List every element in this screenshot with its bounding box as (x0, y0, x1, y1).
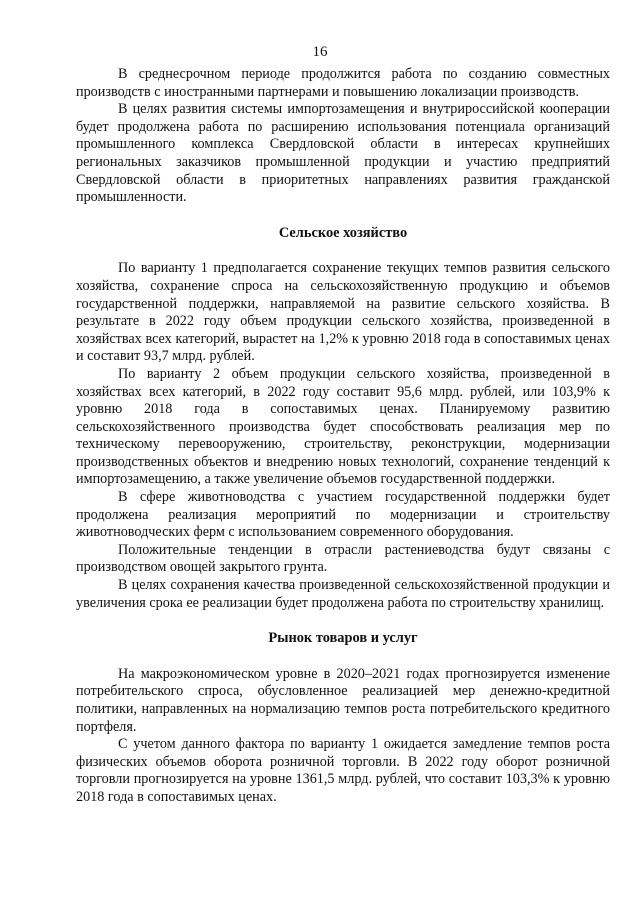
paragraph: В сфере животноводства с участием государственной поддержки будет продолжена реализация мероприятий по модернизации и строительству животноводческих ферм с использованием современного оборудования. (76, 489, 610, 541)
paragraph: Положительные тенденции в отрасли растениеводства будут связаны с производством овощей закрытого грунта. (76, 541, 610, 576)
paragraph: По варианту 1 предполагается сохранение текущих темпов развития сельского хозяйства, сохранение спроса на сельскохозяйственную продукцию и объемов государственной поддержки, направляемой на развитие сельского хозяйства. В результате в 2022 году объем продукции сельского хозяйства, произведенной в хозяйствах всех категорий, вырастет на 1,2% к уровню 2018 года в сопоставимых ценах и составит 93,7 млрд. рублей. (76, 260, 610, 365)
paragraph: В среднесрочном периоде продолжится работа по созданию совместных производств с иностранными партнерами и повышению локализации производств. (76, 66, 610, 100)
section-heading-agriculture: Сельское хозяйство (278, 224, 408, 241)
page-content (76, 66, 610, 807)
paragraph: В целях развития системы импортозамещения и внутрироссийской кооперации будет продолжена работа по расширению использования потенциала организаций промышленного комплекса Свердловской области в интересах крупнейших региональных заказчиков промышленной продукции и участию предприятий Свердловской области в приоритетных направлениях развития гражданской промышленности. (76, 101, 610, 206)
page-number: 16 (312, 44, 328, 60)
paragraph: На макроэкономическом уровне в 2020–2021 годах прогнозируется изменение потребительского спроса, обусловленное реализацией мер денежно-кредитной политики, направленных на нормализацию темпов роста потребительского кредитного портфеля. (76, 665, 610, 735)
paragraph: По варианту 2 объем продукции сельского хозяйства, произведенной в хозяйствах всех категорий, в 2022 году составит 95,6 млрд. рублей, или 103,9% к уровню 2018 года в сопоставимых ценах. Планируемому развитию сельскохозяйственного производства будет способствовать реализация мер по техническому перевооружению, строительству, реконструкции, модернизации производственных объектов и внедрению новых технологий, сохранение тенденций к импортозамещению, а также увеличение объемов государственной поддержки. (76, 365, 610, 488)
paragraph: В целях сохранения качества произведенной сельскохозяйственной продукции и увеличения срока ее реализации будет продолжена работа по строительству хранилищ. (76, 577, 610, 611)
paragraph: С учетом данного фактора по варианту 1 ожидается замедление темпов роста физических объемов оборота розничной торговли. В 2022 году оборот розничной торговли прогнозируется на уровне 1361,5 млрд. рублей, что составит 103,3% к уровню 2018 года в сопоставимых ценах. (76, 736, 610, 805)
section-heading-market: Рынок товаров и услуг (268, 630, 418, 647)
